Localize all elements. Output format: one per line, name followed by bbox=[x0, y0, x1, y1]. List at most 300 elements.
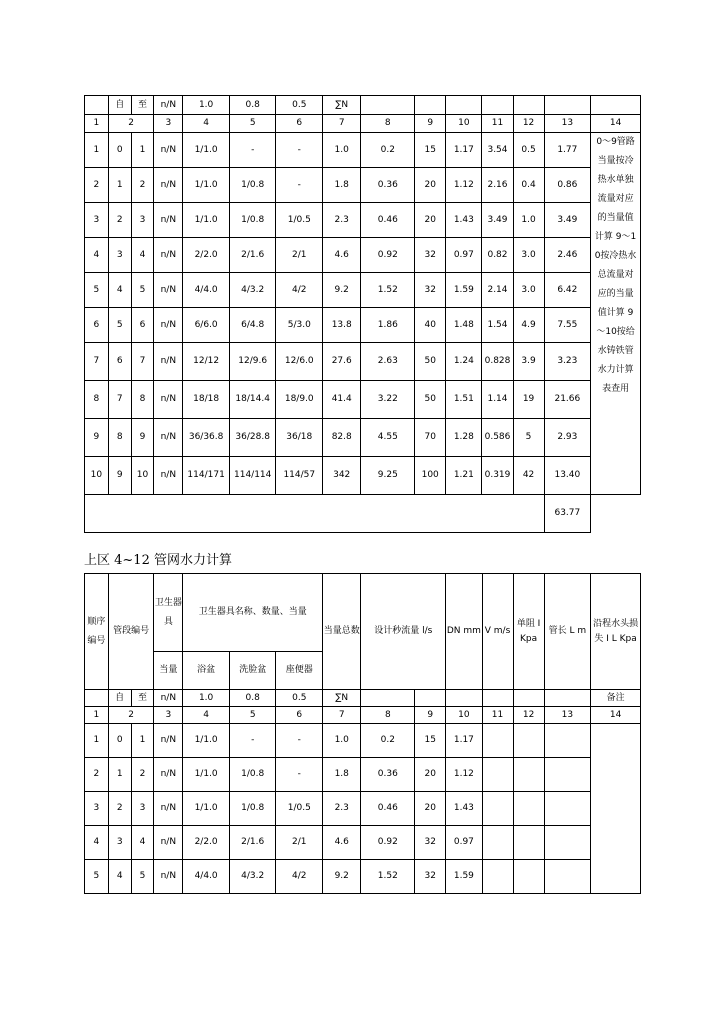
cell: 1.43 bbox=[446, 792, 482, 826]
cell: 0.97 bbox=[446, 826, 482, 860]
cell bbox=[544, 724, 591, 758]
cell: n/N bbox=[154, 419, 183, 457]
cell: 1/1.0 bbox=[183, 758, 230, 792]
cell: 0.8 bbox=[229, 690, 276, 707]
cell: 18/18 bbox=[183, 381, 230, 419]
cell bbox=[482, 792, 513, 826]
cell: 41.4 bbox=[323, 381, 361, 419]
cell: 1.51 bbox=[446, 381, 482, 419]
cell: 8 bbox=[85, 381, 109, 419]
index-row bbox=[85, 115, 641, 133]
cell: 9.2 bbox=[323, 273, 361, 308]
cell: 1 bbox=[85, 133, 109, 168]
cell: 18/9.0 bbox=[276, 381, 323, 419]
cell: 7 bbox=[131, 343, 154, 381]
remark-cell bbox=[591, 724, 641, 894]
cell: 50 bbox=[415, 381, 446, 419]
segment-header: 管段编号 bbox=[108, 574, 154, 690]
cell: 7.55 bbox=[544, 308, 591, 343]
cell: 自 bbox=[108, 690, 131, 707]
hydraulic-table-2 bbox=[84, 573, 641, 894]
cell: 0 bbox=[108, 724, 131, 758]
cell: 2 bbox=[131, 168, 154, 203]
cell bbox=[544, 826, 591, 860]
cell: 2/2.0 bbox=[183, 826, 230, 860]
cell bbox=[544, 690, 591, 707]
table-row bbox=[85, 273, 641, 308]
cell: 1.59 bbox=[446, 860, 482, 894]
cell: 4 bbox=[183, 707, 230, 724]
cell: 1.86 bbox=[361, 308, 415, 343]
cell: 9 bbox=[85, 419, 109, 457]
cell: 0.86 bbox=[544, 168, 591, 203]
cell: 1 bbox=[85, 724, 109, 758]
cell: 0.92 bbox=[361, 826, 415, 860]
cell bbox=[544, 96, 591, 115]
cell: 1.0 bbox=[323, 133, 361, 168]
cell: n/N bbox=[154, 758, 183, 792]
cell: 0.8 bbox=[229, 96, 276, 115]
table-row bbox=[85, 792, 641, 826]
cell: 3 bbox=[131, 203, 154, 238]
cell: 2 bbox=[85, 758, 109, 792]
cell: - bbox=[229, 133, 276, 168]
cell: 2 bbox=[108, 707, 154, 724]
cell: 1/1.0 bbox=[183, 203, 230, 238]
cell: 1.24 bbox=[446, 343, 482, 381]
cell: 14 bbox=[591, 707, 641, 724]
cell: 4 bbox=[131, 826, 154, 860]
cell: n/N bbox=[154, 343, 183, 381]
total-eq-header: 当量总数 bbox=[323, 574, 361, 690]
cell bbox=[513, 724, 544, 758]
cell: n/N bbox=[154, 860, 183, 894]
cell: 2 bbox=[85, 168, 109, 203]
cell: 2 bbox=[108, 203, 131, 238]
table-row bbox=[85, 826, 641, 860]
cell bbox=[482, 758, 513, 792]
cell: 11 bbox=[482, 707, 513, 724]
cell: 12/6.0 bbox=[276, 343, 323, 381]
cell: 1 bbox=[131, 133, 154, 168]
total-row bbox=[85, 495, 641, 533]
cell: n/N bbox=[154, 792, 183, 826]
cell: 32 bbox=[415, 238, 446, 273]
cell: 1.48 bbox=[446, 308, 482, 343]
cell: 1.43 bbox=[446, 203, 482, 238]
cell: 2/1 bbox=[276, 238, 323, 273]
cell bbox=[513, 690, 544, 707]
cell: 4.9 bbox=[513, 308, 544, 343]
cell: 7 bbox=[108, 381, 131, 419]
cell: 13.40 bbox=[544, 457, 591, 495]
header-row-c bbox=[85, 690, 641, 707]
table-row bbox=[85, 381, 641, 419]
basin-header: 洗脸盆 bbox=[229, 652, 276, 690]
total-value: 63.77 bbox=[544, 495, 591, 533]
cell: 2.93 bbox=[544, 419, 591, 457]
cell: n/N bbox=[154, 690, 183, 707]
cell: 13 bbox=[544, 115, 591, 133]
cell: 0.2 bbox=[361, 133, 415, 168]
cell: 1/1.0 bbox=[183, 133, 230, 168]
cell: 2 bbox=[108, 792, 131, 826]
cell: 1/1.0 bbox=[183, 792, 230, 826]
cell: 3.54 bbox=[482, 133, 513, 168]
table-row bbox=[85, 758, 641, 792]
cell: 1.17 bbox=[446, 724, 482, 758]
cell: 5 bbox=[85, 273, 109, 308]
cell: 5 bbox=[108, 308, 131, 343]
cell: 36/36.8 bbox=[183, 419, 230, 457]
cell: 20 bbox=[415, 203, 446, 238]
cell: 9 bbox=[131, 419, 154, 457]
table-row bbox=[85, 308, 641, 343]
cell: 20 bbox=[415, 758, 446, 792]
cell: 12/9.6 bbox=[229, 343, 276, 381]
cell: 4 bbox=[85, 238, 109, 273]
table-row bbox=[85, 168, 641, 203]
cell: 3 bbox=[85, 792, 109, 826]
cell bbox=[415, 690, 446, 707]
cell: 1 bbox=[85, 115, 109, 133]
table-row bbox=[85, 238, 641, 273]
cell: 0.5 bbox=[513, 133, 544, 168]
cell: 0.828 bbox=[482, 343, 513, 381]
cell bbox=[513, 792, 544, 826]
cell: 4 bbox=[108, 860, 131, 894]
cell: 36/18 bbox=[276, 419, 323, 457]
cell bbox=[85, 495, 545, 533]
cell: 1.0 bbox=[513, 203, 544, 238]
cell bbox=[544, 758, 591, 792]
cell: 1.8 bbox=[323, 168, 361, 203]
cell bbox=[482, 860, 513, 894]
design-flow-header: 设计秒流量 l/s bbox=[361, 574, 446, 690]
cell: 5 bbox=[229, 707, 276, 724]
cell: 3 bbox=[108, 238, 131, 273]
cell: 2 bbox=[108, 115, 154, 133]
cell: 2/1.6 bbox=[229, 238, 276, 273]
cell: 1/1.0 bbox=[183, 724, 230, 758]
cell: n/N bbox=[154, 381, 183, 419]
header-row-a bbox=[85, 574, 641, 652]
toilet-header: 座便器 bbox=[276, 652, 323, 690]
cell: 1 bbox=[131, 724, 154, 758]
cell: 12/12 bbox=[183, 343, 230, 381]
cell: 1.54 bbox=[482, 308, 513, 343]
cell: 0 bbox=[108, 133, 131, 168]
cell: 1.14 bbox=[482, 381, 513, 419]
cell: 4/2 bbox=[276, 860, 323, 894]
cell: 6 bbox=[85, 308, 109, 343]
cell: 1.0 bbox=[183, 690, 230, 707]
cell: 7 bbox=[323, 115, 361, 133]
cell: 1.52 bbox=[361, 273, 415, 308]
cell: 2/1 bbox=[276, 826, 323, 860]
cell: 0.82 bbox=[482, 238, 513, 273]
cell: - bbox=[276, 168, 323, 203]
cell: 9 bbox=[415, 707, 446, 724]
cell bbox=[513, 96, 544, 115]
cell bbox=[482, 826, 513, 860]
cell bbox=[482, 690, 513, 707]
cell: 0.2 bbox=[361, 724, 415, 758]
fixture-group-header: 卫生器具名称、数量、当量 bbox=[183, 574, 323, 652]
cell bbox=[544, 860, 591, 894]
cell bbox=[446, 96, 482, 115]
cell bbox=[513, 826, 544, 860]
cell: 0.46 bbox=[361, 792, 415, 826]
remark-header: 备注 bbox=[591, 690, 641, 707]
cell: 5 bbox=[131, 860, 154, 894]
cell: 5 bbox=[513, 419, 544, 457]
cell: 0.5 bbox=[276, 96, 323, 115]
cell: 342 bbox=[323, 457, 361, 495]
cell: 9.2 bbox=[323, 860, 361, 894]
cell: 5 bbox=[229, 115, 276, 133]
cell: 32 bbox=[415, 826, 446, 860]
cell: 3 bbox=[108, 826, 131, 860]
cell: 自 bbox=[108, 96, 131, 115]
cell: - bbox=[229, 724, 276, 758]
cell: 4/4.0 bbox=[183, 273, 230, 308]
cell: 1/0.8 bbox=[229, 203, 276, 238]
cell: 19 bbox=[513, 381, 544, 419]
cell: 2/2.0 bbox=[183, 238, 230, 273]
cell: 3 bbox=[85, 203, 109, 238]
cell: 4.6 bbox=[323, 826, 361, 860]
cell bbox=[513, 860, 544, 894]
cell: 1 bbox=[108, 168, 131, 203]
table-row bbox=[85, 133, 641, 168]
cell: 12 bbox=[513, 115, 544, 133]
cell bbox=[85, 690, 109, 707]
cell: 8 bbox=[131, 381, 154, 419]
cell: 18/14.4 bbox=[229, 381, 276, 419]
cell: 114/57 bbox=[276, 457, 323, 495]
cell: 至 bbox=[131, 690, 154, 707]
cell: 40 bbox=[415, 308, 446, 343]
cell: - bbox=[276, 133, 323, 168]
cell: 70 bbox=[415, 419, 446, 457]
cell: 0.586 bbox=[482, 419, 513, 457]
cell bbox=[544, 792, 591, 826]
cell: 20 bbox=[415, 792, 446, 826]
cell: n/N bbox=[154, 724, 183, 758]
cell: 3.0 bbox=[513, 238, 544, 273]
cell: 1.77 bbox=[544, 133, 591, 168]
cell: 1 bbox=[108, 758, 131, 792]
cell: 0.97 bbox=[446, 238, 482, 273]
cell: 9 bbox=[108, 457, 131, 495]
cell: 2.46 bbox=[544, 238, 591, 273]
cell: 3.0 bbox=[513, 273, 544, 308]
cell: 0.46 bbox=[361, 203, 415, 238]
cell: 20 bbox=[415, 168, 446, 203]
cell: 1.8 bbox=[323, 758, 361, 792]
cell: ∑N bbox=[323, 690, 361, 707]
cell: 114/114 bbox=[229, 457, 276, 495]
cell: 2 bbox=[131, 758, 154, 792]
cell: 4.55 bbox=[361, 419, 415, 457]
cell: 3 bbox=[154, 115, 183, 133]
cell: 21.66 bbox=[544, 381, 591, 419]
head-loss-header: 沿程水头损失 I L Kpa bbox=[591, 574, 641, 690]
cell: n/N bbox=[154, 96, 183, 115]
cell: 8 bbox=[108, 419, 131, 457]
cell: 5/3.0 bbox=[276, 308, 323, 343]
cell: 2/1.6 bbox=[229, 826, 276, 860]
cell bbox=[415, 96, 446, 115]
cell bbox=[513, 758, 544, 792]
cell: n/N bbox=[154, 308, 183, 343]
cell: 10 bbox=[446, 115, 482, 133]
fixture-vertical-header: 卫生器具 bbox=[154, 574, 183, 652]
cell: 1 bbox=[85, 707, 109, 724]
cell: 4/3.2 bbox=[229, 860, 276, 894]
cell: 6 bbox=[131, 308, 154, 343]
cell: 14 bbox=[591, 115, 641, 133]
cell: 1.59 bbox=[446, 273, 482, 308]
cell: ∑N bbox=[323, 96, 361, 115]
cell: 4 bbox=[108, 273, 131, 308]
cell: 11 bbox=[482, 115, 513, 133]
cell: 1.12 bbox=[446, 168, 482, 203]
index-row bbox=[85, 707, 641, 724]
cell: 6.42 bbox=[544, 273, 591, 308]
cell: 1.17 bbox=[446, 133, 482, 168]
cell bbox=[446, 690, 482, 707]
cell: 2.3 bbox=[323, 792, 361, 826]
cell: n/N bbox=[154, 203, 183, 238]
cell: 1.0 bbox=[183, 96, 230, 115]
cell: 114/171 bbox=[183, 457, 230, 495]
cell: 13.8 bbox=[323, 308, 361, 343]
length-header: 管长 L m bbox=[544, 574, 591, 690]
cell: 1.21 bbox=[446, 457, 482, 495]
cell: 3 bbox=[131, 792, 154, 826]
table-row bbox=[85, 343, 641, 381]
cell: 27.6 bbox=[323, 343, 361, 381]
cell: 3.22 bbox=[361, 381, 415, 419]
cell: 至 bbox=[131, 96, 154, 115]
hydraulic-table-1 bbox=[84, 95, 641, 533]
cell: 8 bbox=[361, 707, 415, 724]
seq-header: 顺序编号 bbox=[85, 574, 109, 690]
cell: 1/0.8 bbox=[229, 168, 276, 203]
cell: 10 bbox=[446, 707, 482, 724]
cell: 0.36 bbox=[361, 168, 415, 203]
cell: 100 bbox=[415, 457, 446, 495]
cell: 15 bbox=[415, 724, 446, 758]
cell: n/N bbox=[154, 826, 183, 860]
dn-header: DN mm bbox=[446, 574, 482, 690]
cell: 6 bbox=[276, 115, 323, 133]
cell: 9.25 bbox=[361, 457, 415, 495]
cell: 50 bbox=[415, 343, 446, 381]
table-row bbox=[85, 419, 641, 457]
remark-note: 0～9管路当量按冷热水单独流量对应的当量值计算 9～10按冷热水总流量对应的当量值计算 9～10按给水铸铁管水力计算表查用 bbox=[591, 133, 641, 495]
header-row bbox=[85, 96, 641, 115]
cell: 4/4.0 bbox=[183, 860, 230, 894]
cell bbox=[482, 96, 513, 115]
cell: 6/4.8 bbox=[229, 308, 276, 343]
cell: 4/3.2 bbox=[229, 273, 276, 308]
cell: 6/6.0 bbox=[183, 308, 230, 343]
cell: 7 bbox=[323, 707, 361, 724]
cell: 3 bbox=[154, 707, 183, 724]
cell: 32 bbox=[415, 273, 446, 308]
cell: 4 bbox=[131, 238, 154, 273]
cell bbox=[361, 690, 415, 707]
cell: 6 bbox=[108, 343, 131, 381]
cell: 5 bbox=[85, 860, 109, 894]
cell: 2.63 bbox=[361, 343, 415, 381]
cell: 1/0.5 bbox=[276, 792, 323, 826]
cell: n/N bbox=[154, 457, 183, 495]
cell: 12 bbox=[513, 707, 544, 724]
cell: 1/1.0 bbox=[183, 168, 230, 203]
cell: - bbox=[276, 724, 323, 758]
cell: n/N bbox=[154, 133, 183, 168]
section-title: 上区 4~12 管网水力计算 bbox=[84, 553, 232, 568]
cell: 2.14 bbox=[482, 273, 513, 308]
cell bbox=[361, 96, 415, 115]
v-header: V m/s bbox=[482, 574, 513, 690]
cell: 1.28 bbox=[446, 419, 482, 457]
cell: 0.36 bbox=[361, 758, 415, 792]
cell: 32 bbox=[415, 860, 446, 894]
cell: 13 bbox=[544, 707, 591, 724]
cell: 5 bbox=[131, 273, 154, 308]
cell: 82.8 bbox=[323, 419, 361, 457]
cell: 4 bbox=[183, 115, 230, 133]
cell: 10 bbox=[131, 457, 154, 495]
cell: 6 bbox=[276, 707, 323, 724]
cell: 3.49 bbox=[544, 203, 591, 238]
cell: 7 bbox=[85, 343, 109, 381]
cell bbox=[482, 724, 513, 758]
cell: 4.6 bbox=[323, 238, 361, 273]
cell: - bbox=[276, 758, 323, 792]
cell: 4/2 bbox=[276, 273, 323, 308]
cell: 1/0.8 bbox=[229, 792, 276, 826]
bath-header: 浴盆 bbox=[183, 652, 230, 690]
cell: 2.16 bbox=[482, 168, 513, 203]
cell: n/N bbox=[154, 168, 183, 203]
cell: 1.52 bbox=[361, 860, 415, 894]
cell bbox=[591, 96, 641, 115]
cell: 1/0.8 bbox=[229, 758, 276, 792]
cell: 0.5 bbox=[276, 690, 323, 707]
cell: 0.92 bbox=[361, 238, 415, 273]
table-row bbox=[85, 457, 641, 495]
table-row bbox=[85, 203, 641, 238]
cell: 3.23 bbox=[544, 343, 591, 381]
cell: 3.9 bbox=[513, 343, 544, 381]
unit-loss-header: 单阻 I Kpa bbox=[513, 574, 544, 690]
cell: n/N bbox=[154, 273, 183, 308]
table-row bbox=[85, 860, 641, 894]
table-row bbox=[85, 724, 641, 758]
cell: 9 bbox=[415, 115, 446, 133]
cell: 2.3 bbox=[323, 203, 361, 238]
cell: 3.49 bbox=[482, 203, 513, 238]
cell: 36/28.8 bbox=[229, 419, 276, 457]
cell: 8 bbox=[361, 115, 415, 133]
cell: 0.319 bbox=[482, 457, 513, 495]
